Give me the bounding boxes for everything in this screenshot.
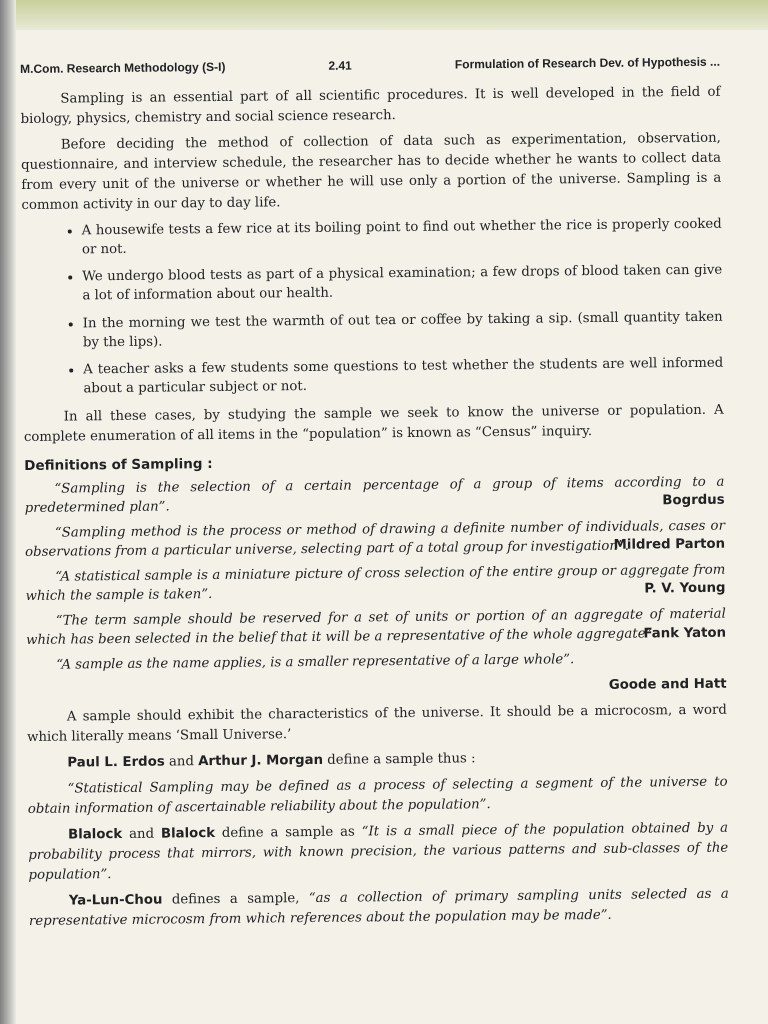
definition-parton — [25, 516, 725, 561]
definition-author: Bogrdus — [662, 492, 725, 509]
author-name: Blalock — [68, 826, 123, 843]
blalock-paragraph — [28, 818, 729, 885]
intro-paragraph-2: Before deciding the method of collection of data such as experimentation, observation, questionnaire, and interview schedule, the researcher has to decide whether he wants to collect data from every unit of the universe or whether he will use only a portion of the universe. Sampling is a common activity in our day to day life. — [21, 130, 722, 213]
intro-paragraph-1: Sampling is an essential part of all scientific procedures. It is well developed in the field of biology, physics, chemistry and social science research. — [20, 84, 721, 127]
list-item: • We undergo blood tests as part of a physical examination; a few drops of blood taken can give a lot of information about our health. — [82, 261, 722, 306]
author-name: Paul L. Erdos — [67, 754, 165, 771]
page-top-edge — [0, 0, 768, 30]
definition-quote: “A sample as the name applies, is a smaller representative of a large whole”. — [56, 652, 575, 673]
connector-text: and — [122, 826, 161, 842]
definition-young — [25, 561, 725, 606]
author-name: Blalock — [160, 825, 216, 842]
list-item: • A housewife tests a few rice at its boiling point to find out whether the rice is properly cooked or not. — [82, 214, 722, 259]
header-chapter-title: Formulation of Research Dev. of Hypothesis ... — [454, 54, 721, 72]
book-spine-shadow — [0, 0, 16, 1024]
author-name: Arthur J. Morgan — [198, 752, 324, 770]
connector-text: and — [164, 754, 199, 770]
running-header — [20, 55, 720, 76]
definition-quote: “Sampling is the selection of a certain percentage of a group of items according to a predetermined plan”. — [24, 474, 725, 516]
definition-goode-hatt — [26, 649, 726, 702]
connector-text: define a sample thus : — [322, 751, 476, 768]
author-name: Ya-Lun-Chou — [68, 892, 163, 909]
ya-lun-chou-paragraph — [29, 884, 729, 931]
erdos-morgan-intro — [27, 747, 727, 774]
erdos-morgan-quote: “Statistical Sampling may be defined as a process of selecting a segment of the universe to obtain information of ascertainable reliability about the population”. — [27, 774, 728, 817]
connector-text: define a sample as — [214, 824, 362, 841]
census-paragraph: In all these cases, by studying the sample we seek to know the universe or population. A complete enumeration of all items in the “population” is known as “Census” inquiry. — [23, 402, 724, 445]
definition-quote: “A statistical sample is a miniature picture of cross selection of the entire group or aggregate from which the sample is taken”. — [25, 562, 726, 605]
definitions-heading: Definitions of Sampling : — [24, 455, 213, 474]
definition-author: Fank Yaton — [643, 625, 727, 642]
list-item: • In the morning we test the warmth of out tea or coffee by taking a sip. (small quantity taken by the lips). — [83, 307, 723, 352]
header-book-title: M.Com. Research Methodology (S-I) — [20, 59, 226, 76]
definition-quote: “Sampling method is the process or method of drawing a definite number of individuals, cases or observations from a particular universe, selecting part of a total group for investigation”. — [25, 518, 725, 561]
definition-author: Goode and Hatt — [608, 677, 727, 694]
definition-bogrdus — [24, 472, 724, 517]
ya-lun-chou-quote: “as a collection of primary sampling units selected as a representative microcosm from which references about the population may be made”. — [28, 886, 729, 929]
book-page — [20, 55, 729, 938]
examples-list — [22, 214, 724, 399]
connector-text: defines a sample, — [162, 890, 309, 908]
definition-quote: “The term sample should be reserved for a set of units or portion of an aggregate of material which has been selected in the belief that it will be a representative of the whole aggregate”. — [25, 606, 726, 649]
definition-author: P. V. Young — [644, 581, 726, 597]
list-item: • A teacher asks a few students some questions to test whether the students are well informed about a particular subject or not. — [83, 354, 723, 399]
microcosm-paragraph: A sample should exhibit the characteristics of the universe. It should be a microcosm, a word which literally means ‘Small Universe.’ — [26, 702, 727, 745]
definition-author: Mildred Parton — [613, 536, 726, 554]
definition-yaton — [26, 605, 726, 650]
page-number: 2.41 — [328, 58, 352, 73]
blalock-quote: “It is a small piece of the population obtained by a probability process that mirrors, with known precision, the various patterns and sub-classes of the population”. — [28, 820, 729, 883]
